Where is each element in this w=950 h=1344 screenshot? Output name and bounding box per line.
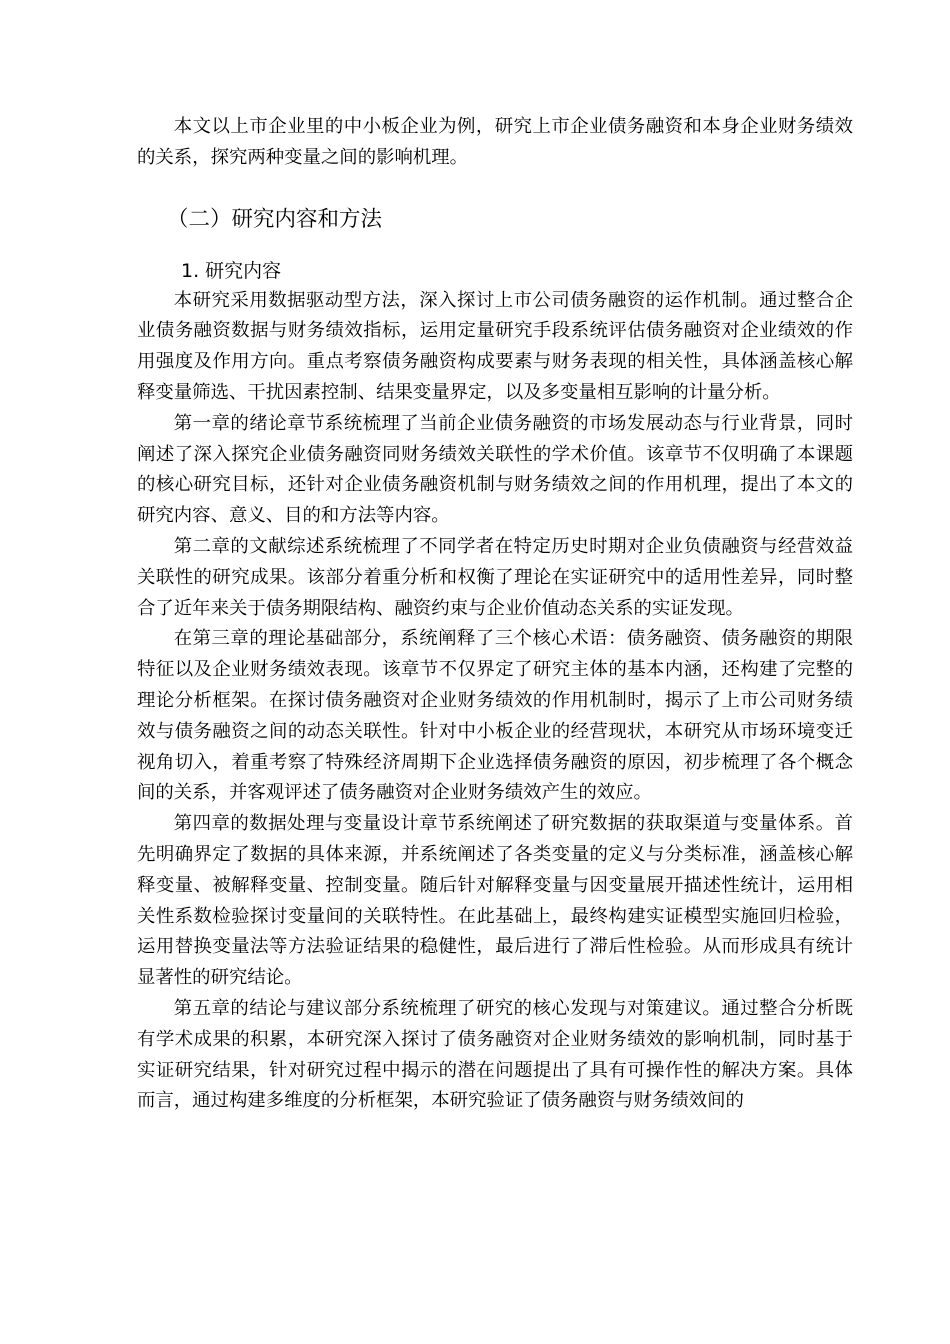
document-page (137, 112, 853, 1117)
body-paragraph-method: 本研究采用数据驱动型方法，深入探讨上市公司债务融资的运作机制。通过整合企业债务融资数据与财务绩效指标，运用定量研究手段系统评估债务融资对企业绩效的作用强度及作用方向。重点考察债务融资构成要素与财务表现的相关性，具体涵盖核心解释变量筛选、干扰因素控制、结果变量界定，以及多变量相互影响的计量分析。 (137, 289, 853, 403)
body-paragraph-chapter-1: 第一章的绪论章节系统梳理了当前企业债务融资的市场发展动态与行业背景，同时阐述了深入探究企业债务融资同财务绩效关联性的学术价值。该章节不仅明确了本课题的核心研究目标，还针对企业债务融资机制与财务绩效之间的作用机理，提出了本文的研究内容、意义、目的和方法等内容。 (137, 412, 853, 527)
body-paragraph-chapter-4: 第四章的数据处理与变量设计章节系统阐述了研究数据的获取渠道与变量体系。首先明确界定了数据的具体来源，并系统阐述了各类变量的定义与分类标准，涵盖核心解释变量、被解释变量、控制变量。随后针对解释变量与因变量展开描述性统计，运用相关性系数检验探讨变量间的关联特性。在此基础上，最终构建实证模型实施回归检验，运用替换变量法等方法验证结果的稳健性，最后进行了滞后性检验。从而形成具有统计显著性的研究结论。 (137, 813, 853, 989)
section-heading: （二）研究内容和方法 (167, 206, 383, 232)
body-paragraph-chapter-3: 在第三章的理论基础部分，系统阐释了三个核心术语：债务融资、债务融资的期限特征以及企业财务绩效表现。该章节不仅界定了研究主体的基本内涵，还构建了完整的理论分析框架。在探讨债务融资对企业财务绩效的作用机制时，揭示了上市公司财务绩效与债务融资之间的动态关联性。针对中小板企业的经营现状，本研究从市场环境变迁视角切入，着重考察了特殊经济周期下企业选择债务融资的原因，初步梳理了各个概念间的关系，并客观评述了债务融资对企业财务绩效产生的效应。 (137, 628, 853, 804)
subsection-heading: 1. 研究内容 (181, 259, 282, 282)
body-paragraph-chapter-2: 第二章的文献综述系统梳理了不同学者在特定历史时期对企业负债融资与经营效益关联性的研究成果。该部分着重分析和权衡了理论在实证研究中的适用性差异，同时整合了近年来关于债务期限结构、融资约束与企业价值动态关系的实证发现。 (137, 535, 853, 619)
body-paragraph-chapter-5: 第五章的结论与建议部分系统梳理了研究的核心发现与对策建议。通过整合分析既有学术成果的积累，本研究深入探讨了债务融资对企业财务绩效的影响机制，同时基于实证研究结果，针对研究过程中揭示的潜在问题提出了具有可操作性的解决方案。具体而言，通过构建多维度的分析框架，本研究验证了债务融资与财务绩效间的 (137, 997, 853, 1112)
intro-paragraph: 本文以上市企业里的中小板企业为例，研究上市企业债务融资和本身企业财务绩效的关系，探究两种变量之间的影响机理。 (137, 116, 853, 168)
